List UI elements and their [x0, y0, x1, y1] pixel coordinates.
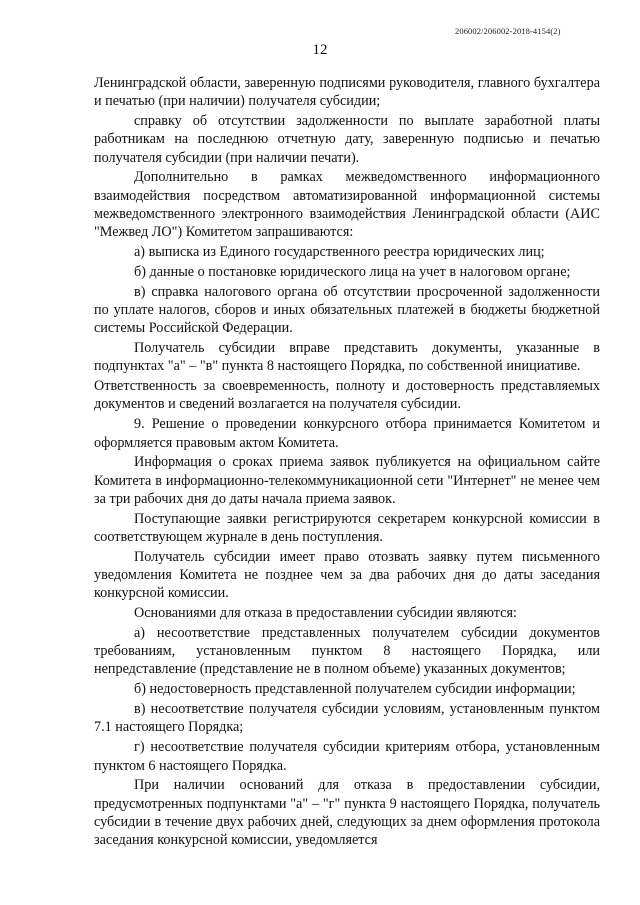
- paragraph: 9. Решение о проведении конкурсного отбора принимается Комитетом и оформляется правовым актом Комитета.: [94, 416, 600, 451]
- list-item: г) несоответствие получателя субсидии критериям отбора, установленным пунктом 6 настоящего Порядка.: [94, 739, 600, 774]
- paragraph: Информация о сроках приема заявок публикуется на официальном сайте Комитета в информационно-телекоммуникационной сети "Интернет" не менее чем за три рабочих дня до даты начала приема заявок.: [94, 454, 600, 507]
- paragraph: справку об отсутствии задолженности по выплате заработной платы работникам на последнюю отчетную дату, заверенную подписью и печатью получателя субсидии (при наличии печати).: [94, 113, 600, 166]
- document-id: 206002/206002-2018-4154(2): [455, 26, 561, 36]
- paragraph: Поступающие заявки регистрируются секретарем конкурсной комиссии в соответствующем журнале в день поступления.: [94, 510, 600, 545]
- paragraph: Получатель субсидии вправе представить документы, указанные в подпунктах "а" – "в" пункта 8 настоящего Порядка, по собственной инициативе.: [94, 340, 600, 375]
- paragraph: При наличии оснований для отказа в предоставлении субсидии, предусмотренных подпунктами "а" – "г" пункта 9 настоящего Порядка, получатель субсидии в течение двух рабочих дней, следующих за днем оформления протокола заседания конкурсной комиссии, уведомляется: [94, 777, 600, 849]
- list-item: а) несоответствие представленных получателем субсидии документов требованиям, установленным пунктом 8 настоящего Порядка, или непредставление (представление не в полном объеме) указанных документов;: [94, 624, 600, 678]
- list-item: в) справка налогового органа об отсутствии просроченной задолженности по уплате налогов, сборов и иных обязательных платежей в бюджеты бюджетной системы Российской Федерации.: [94, 283, 600, 337]
- paragraph: Основаниями для отказа в предоставлении субсидии являются:: [134, 605, 517, 622]
- paragraph: Ленинградской области, заверенную подписями руководителя, главного бухгалтера и печатью (при наличии) получателя субсидии;: [94, 75, 600, 110]
- list-item: б) данные о постановке юридического лица на учет в налоговом органе;: [134, 263, 571, 280]
- page-number: 12: [312, 42, 328, 58]
- paragraph: Получатель субсидии имеет право отозвать заявку путем письменного уведомления Комитета не позднее чем за два рабочих дня до даты заседания конкурсной комиссии.: [94, 548, 600, 602]
- paragraph: Ответственность за своевременность, полноту и достоверность представляемых документов и сведений возлагается на получателя субсидии.: [94, 378, 600, 413]
- list-item: в) несоответствие получателя субсидии условиям, установленным пунктом 7.1 настоящего Порядка;: [94, 701, 600, 736]
- document-body: [94, 74, 600, 851]
- list-item: а) выписка из Единого государственного реестра юридических лиц;: [134, 244, 545, 261]
- paragraph: Дополнительно в рамках межведомственного информационного взаимодействия посредством автоматизированной информационной системы межведомственного электронного взаимодействия Ленинградской области (АИС "Межвед ЛО") Комитетом запрашиваются:: [94, 169, 600, 241]
- list-item: б) недостоверность представленной получателем субсидии информации;: [134, 681, 576, 698]
